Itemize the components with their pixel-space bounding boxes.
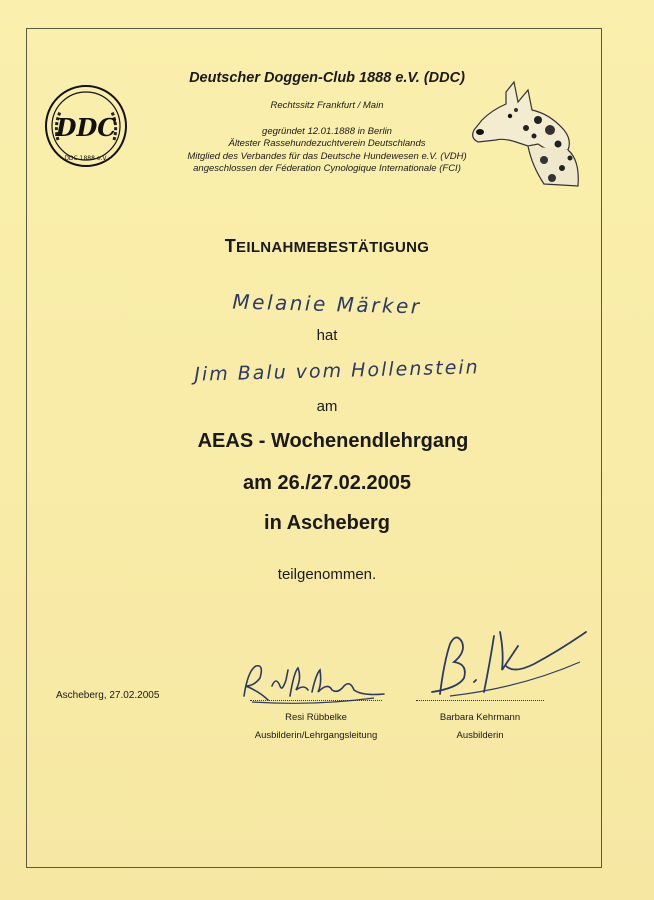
club-name: Deutscher Doggen-Club 1888 e.V. (DDC) [189,70,465,86]
seal-ring-text: DDC 1888 e.V. [64,155,108,162]
signer1-name: Resi Rübbelke [285,712,347,723]
participant-name: Melanie Märker [232,289,422,319]
club-seat: Rechtssitz Frankfurt / Main [270,100,384,111]
club-oldest: Ältester Rassehundezuchtverein Deutschlands [228,138,426,149]
dog-name: Jim Balu vom Hollenstein [194,356,480,386]
course-name: AEAS - Wochenendlehrgang [197,430,469,452]
text-hat: hat [316,327,338,344]
title-rest: EILNAHMEBESTÄTIGUNG [236,239,430,256]
text-am: am [316,398,338,415]
signer2-name: Barbara Kehrmann [439,712,521,723]
signer2-role: Ausbilderin [456,730,504,741]
signature-line-1 [250,700,382,701]
certificate-title [0,236,654,257]
club-vdh-member: Mitglied des Verbandes für das Deutsche Hundewesen e.V. (VDH) [187,151,467,162]
title-initial: T [224,236,237,256]
signature-kehrmann [410,622,594,708]
seal-letters: DDC [55,113,117,142]
course-date: am 26./27.02.2005 [243,472,411,494]
club-founded: gegründet 12.01.1888 in Berlin [262,126,392,137]
course-place: in Ascheberg [264,512,390,534]
place-and-date: Ascheberg, 27.02.2005 [56,690,160,701]
signer1-role: Ausbilderin/Lehrgangsleitung [254,730,378,741]
text-teilgenommen: teilgenommen. [277,566,377,583]
club-fci: angeschlossen der Féderation Cynologique Internationale (FCI) [193,163,461,174]
signature-line-2 [416,700,544,701]
